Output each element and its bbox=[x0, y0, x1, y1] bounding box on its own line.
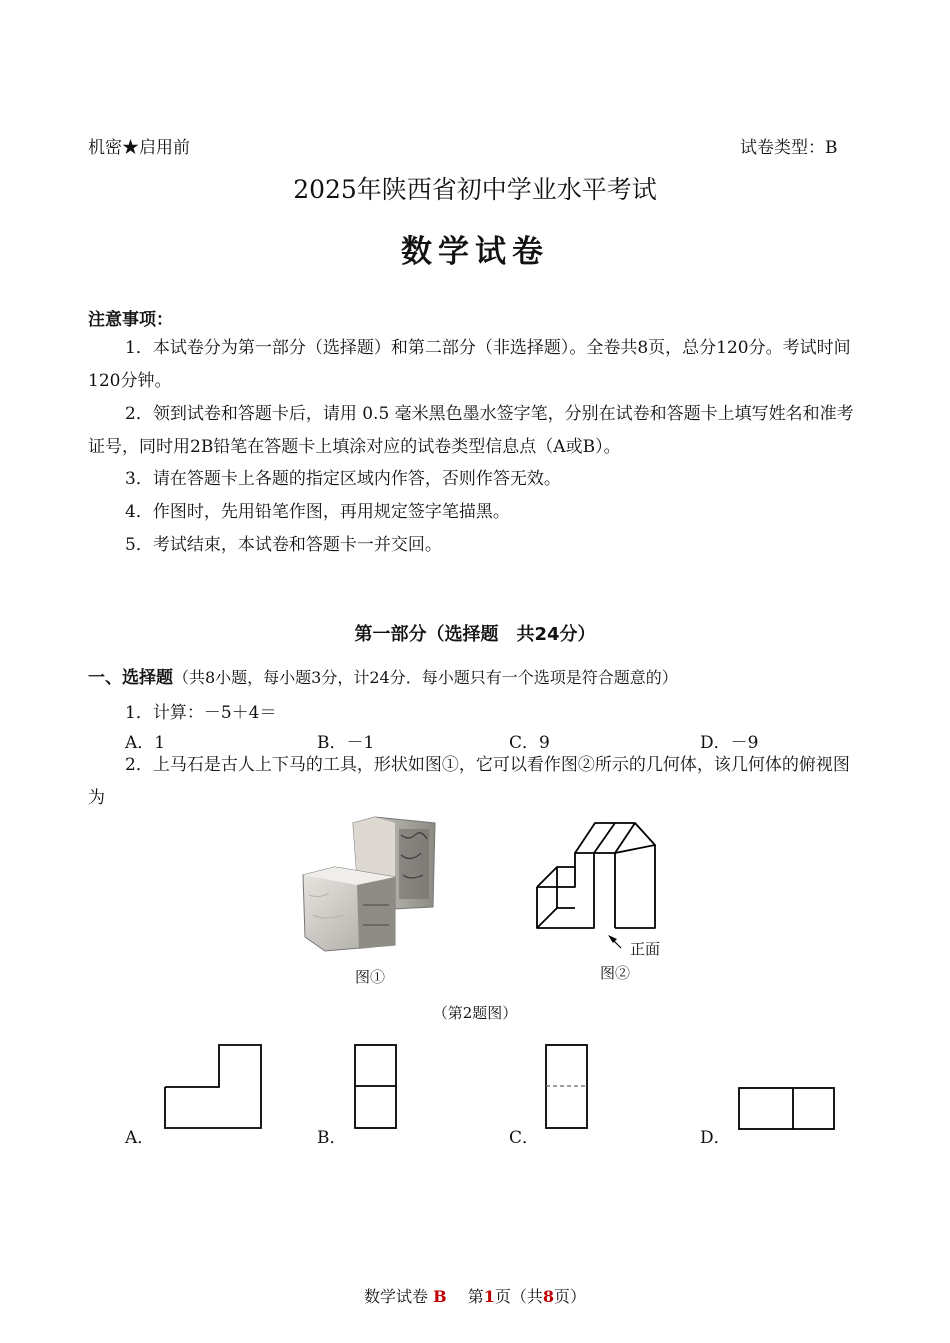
option-b-view bbox=[354, 1044, 399, 1130]
footer-page-prefix: 第 bbox=[467, 1287, 484, 1306]
q1-option-b: B．－1 bbox=[317, 733, 375, 753]
footer-page-suffix: 页） bbox=[554, 1287, 587, 1306]
notice-item: 4．作图时，先用铅笔作图，再用规定签字笔描黑。 bbox=[125, 502, 510, 522]
paper-title: 数学试卷 bbox=[401, 234, 549, 270]
q2-option-c: C． bbox=[509, 1128, 540, 1148]
option-d-view bbox=[738, 1087, 838, 1132]
exam-title: 2025年陕西省初中学业水平考试 bbox=[293, 175, 657, 204]
section-intro bbox=[88, 663, 678, 688]
q2-option-b: B． bbox=[317, 1128, 347, 1148]
figure-2-label: 图② bbox=[600, 964, 631, 982]
geometric-solid-figure bbox=[525, 815, 670, 935]
footer-subject: 数学试卷 bbox=[363, 1287, 428, 1306]
footer-paper-type: B bbox=[433, 1287, 447, 1306]
notice-item: 3．请在答题卡上各题的指定区域内作答，否则作答无效。 bbox=[125, 469, 561, 489]
page-footer bbox=[0, 1284, 950, 1307]
option-c-view bbox=[545, 1044, 590, 1130]
footer-page-mid: 页（共 bbox=[494, 1287, 543, 1306]
notice-item: 2．领到试卷和答题卡后，请用 0.5 毫米黑色墨水签字笔，分别在试卷和答题卡上填写姓名和准考证号，同时用2B铅笔在答题卡上填涂对应的试卷类型信息点（A或B）。 bbox=[88, 404, 854, 457]
option-a-view bbox=[164, 1044, 264, 1130]
notice-item: 1．本试卷分为第一部分（选择题）和第二部分（非选择题）。全卷共8页，总分120分。考试时间120分钟。 bbox=[88, 338, 851, 391]
notice-item: 5．考试结束，本试卷和答题卡一并交回。 bbox=[125, 535, 442, 555]
confidential-label: 机密★启用前 bbox=[88, 138, 190, 158]
q2-option-d: D． bbox=[700, 1128, 731, 1148]
paper-type-label: 试卷类型：B bbox=[740, 138, 838, 158]
footer-page-number: 1 bbox=[483, 1287, 495, 1306]
part1-heading: 第一部分（选择题 共24分） bbox=[354, 624, 596, 645]
q2-option-a: A． bbox=[125, 1128, 155, 1148]
section-description: （共8小题，每小题3分，计24分．每小题只有一个选项是符合题意的） bbox=[173, 668, 678, 687]
question-1-stem: 1．计算：－5＋4＝ bbox=[125, 703, 277, 723]
front-view-label: 正面 bbox=[630, 940, 661, 958]
footer-page-total: 8 bbox=[542, 1287, 555, 1306]
figure-1-label: 图① bbox=[355, 968, 386, 986]
q1-option-d: D．－9 bbox=[700, 733, 759, 753]
figure-caption: （第2题图） bbox=[432, 1004, 518, 1022]
mounting-stone-photo bbox=[295, 815, 445, 955]
q1-option-c: C．9 bbox=[509, 733, 550, 753]
section-label: 一、选择题 bbox=[88, 668, 173, 688]
notice-heading: 注意事项： bbox=[88, 310, 173, 330]
question-2-stem: 2．上马石是古人上下马的工具，形状如图①，它可以看作图②所示的几何体，该几何体的俯视图为 bbox=[88, 755, 850, 808]
q1-option-a: A．1 bbox=[125, 733, 166, 753]
